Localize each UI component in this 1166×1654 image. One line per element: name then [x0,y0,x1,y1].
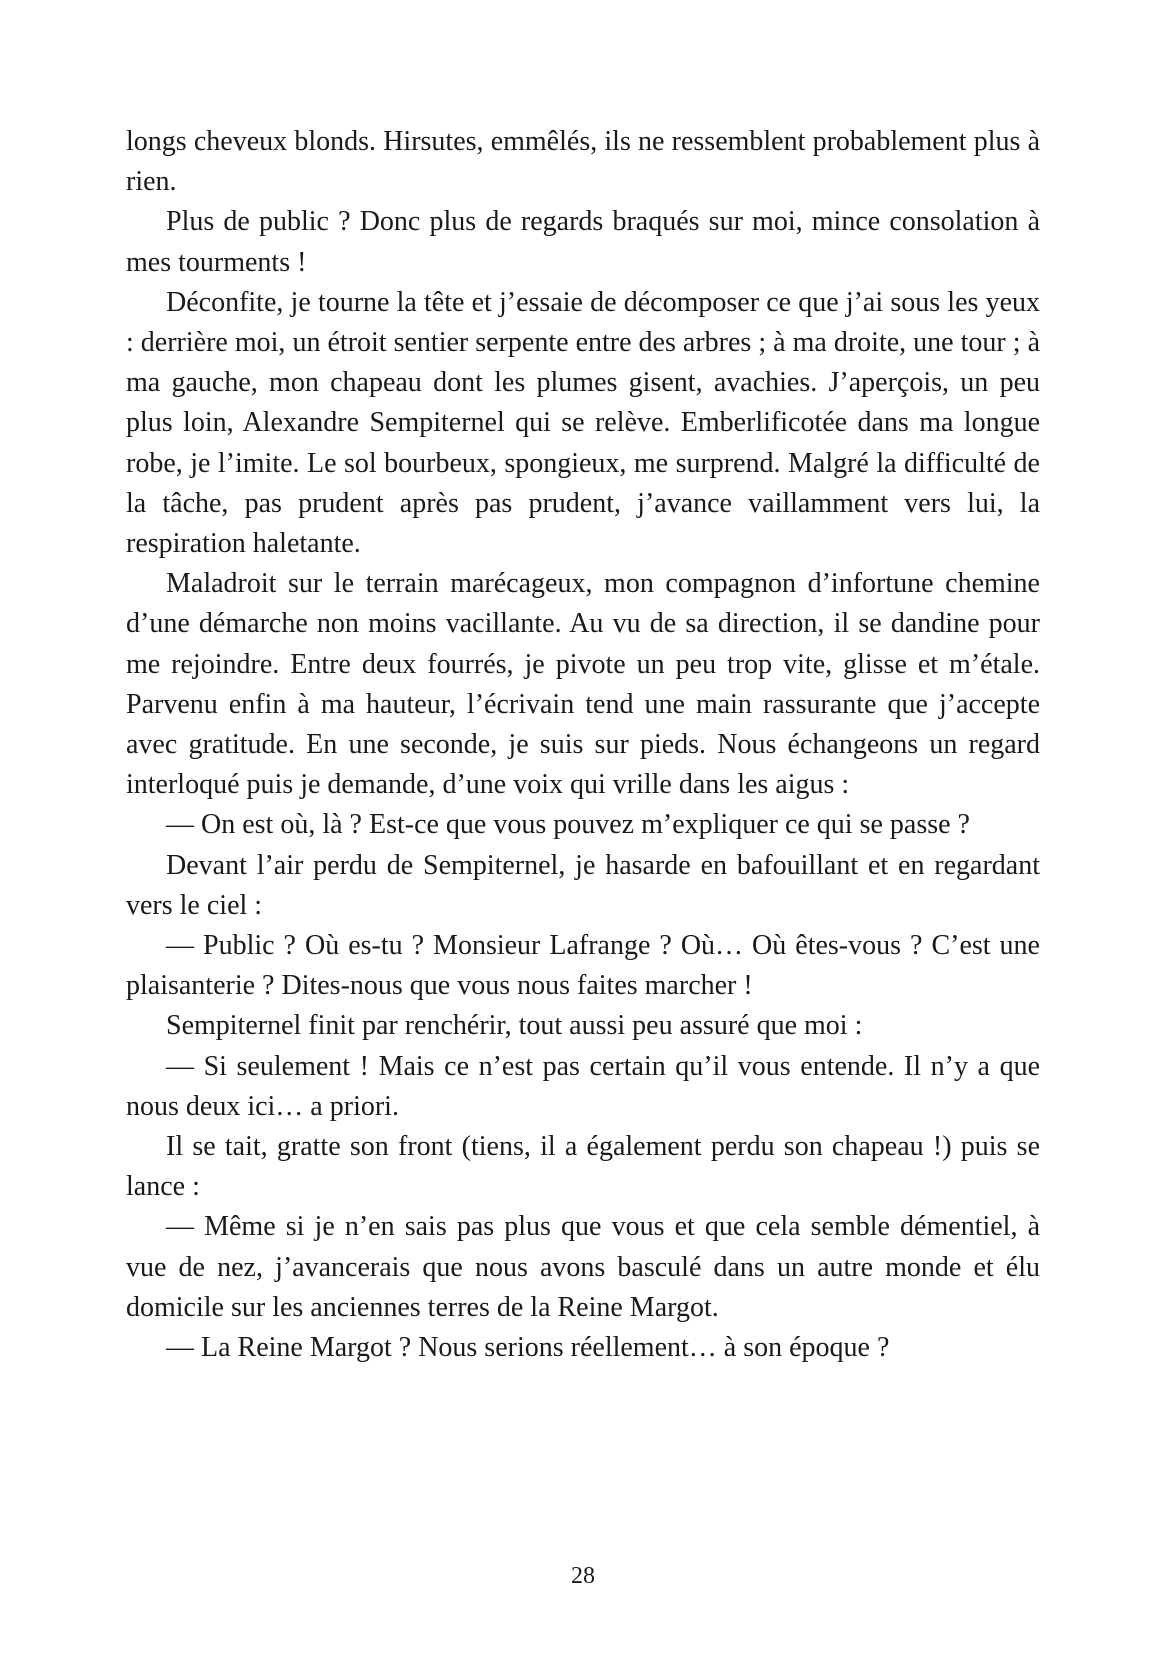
paragraph-8: Sempiternel finit par renchérir, tout aussi peu assuré que moi : [166,1010,863,1042]
page-body [126,122,1040,1368]
dialogue-line-3: — Si seulement ! Mais ce n’est pas certain qu’il vous entende. Il n’y a que nous deux ici… a priori. [126,1050,1040,1122]
dialogue-line-4: — Même si je n’en sais pas plus que vous et que cela semble démentiel, à vue de nez, j’avancerais que nous avons basculé dans un autre monde et élu domicile sur les anciennes terres de la Reine Margot. [126,1211,1040,1323]
dialogue-line-5: — La Reine Margot ? Nous serions réellement… à son époque ? [166,1332,890,1364]
paragraph-2: Plus de public ? Donc plus de regards braqués sur moi, mince consolation à mes tourments ! [126,206,1040,278]
paragraph-6: Devant l’air perdu de Sempiternel, je hasarde en bafouillant et en regardant vers le ciel : [126,849,1040,921]
paragraph-3: Déconfite, je tourne la tête et j’essaie de décomposer ce que j’ai sous les yeux : derrière moi, un étroit sentier serpente entre des arbres ; à ma droite, une tour ; à ma gauche, mon chapeau dont les plumes gisent, avachies. J’aperçois, un peu plus loin, Alexandre Sempiternel qui se relève. Emberlificotée dans ma longue robe, je l’imite. Le sol bourbeux, spongieux, me surprend. Malgré la difficulté de la tâche, pas prudent après pas prudent, j’avance vaillamment vers lui, la respiration haletante. [126,286,1040,560]
page-number: 28 [571,1563,595,1589]
paragraph-1: longs cheveux blonds. Hirsutes, emmêlés, ils ne ressemblent probablement plus à rien. [126,126,1040,198]
paragraph-4: Maladroit sur le terrain marécageux, mon compagnon d’infortune chemine d’une démarche non moins vacillante. Au vu de sa direction, il se dandine pour me rejoindre. Entre deux fourrés, je pivote un peu trop vite, glisse et m’étale. Parvenu enfin à ma hauteur, l’écrivain tend une main rassurante que j’accepte avec gratitude. En une seconde, je suis sur pieds. Nous échangeons un regard interloqué puis je demande, d’une voix qui vrille dans les aigus : [126,568,1040,801]
dialogue-line-2: — Public ? Où es-tu ? Monsieur Lafrange ? Où… Où êtes-vous ? C’est une plaisanterie ? Dites-nous que vous nous faites marcher ! [126,930,1040,1002]
dialogue-line-1: — On est où, là ? Est-ce que vous pouvez m’expliquer ce qui se passe ? [166,809,970,841]
paragraph-10: Il se tait, gratte son front (tiens, il a également perdu son chapeau !) puis se lance : [126,1131,1040,1203]
